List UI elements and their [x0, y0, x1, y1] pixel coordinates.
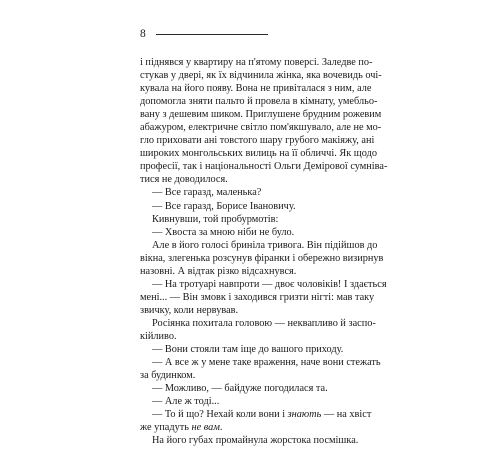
page-header [140, 27, 370, 43]
text-line: — Вони стояли там іще до вашого приходу. [152, 344, 344, 356]
text-line: Росіянка похитала головою — неквапливо й заспо- [152, 317, 376, 329]
text-run: — на хвіст [321, 409, 372, 421]
italic-word: не вам [191, 422, 220, 434]
header-rule [156, 34, 268, 35]
italic-word: знають [287, 409, 322, 421]
text-line: широких монгольських вилиць на її обличчі. Як щодо [140, 148, 377, 160]
text-run: же упадуть [140, 422, 192, 434]
text-line: вікна, злегенька розсунув фіранки і обережно визирнув [140, 252, 384, 264]
text-line: звичку, коли нервував. [140, 304, 239, 316]
text-line: кійливо. [140, 330, 177, 342]
text-line: — Все гаразд, Борисе Івановичу. [152, 200, 296, 212]
text-line: Кивнувши, той пробурмотів: [152, 213, 279, 225]
text-line: вану з дешевим шиком. Приглушене брудним рожевим [140, 109, 382, 121]
text-line: — На тротуарі навпроти — двоє чоловіків! І здається [152, 278, 387, 290]
text-line: На його губах промайнула жорстока посмішка. [152, 435, 359, 447]
text-line: професії, так і національності Ольги Демірової сумніва- [140, 161, 388, 173]
text-line: за будинком. [140, 370, 196, 382]
text-line: гло приховати ані товстого шару грубого макіяжу, ані [140, 135, 375, 147]
body-text [140, 56, 388, 447]
text-line: і піднявся у квартиру на п'ятому поверсі. Заледве по- [140, 57, 373, 68]
text-line: абажуром, електричне світло пом'якшувало, але не мо- [140, 122, 382, 134]
text-line: — Можливо, — байдуже погодилася та. [152, 383, 328, 395]
text-line: стукав у двері, як їх відчинила жінка, яка вочевидь очі- [140, 70, 382, 82]
text-line: — Але ж тоді... [152, 396, 220, 408]
text-line: — Все гаразд, маленька? [152, 187, 262, 199]
page-number: 8 [140, 28, 146, 40]
text-line: тися не доводилося. [140, 174, 228, 186]
text-line-with-italic [140, 408, 372, 421]
text-line: Але в його голосі бриніла тривога. Він підійшов до [152, 239, 378, 251]
text-run: — То й що? Нехай коли вони і [152, 409, 288, 421]
text-line: допомогла зняти пальто й провела в кімнату, умебльо- [140, 96, 378, 108]
text-line: кувала на його появу. Вона не привіталася з ним, але [140, 83, 372, 95]
text-run: . [219, 422, 223, 434]
text-line: — А все ж у мене таке враження, наче вони стежать [152, 357, 381, 369]
text-line-with-italic [140, 421, 368, 434]
text-line: — Хвоста за мною ніби не було. [152, 226, 295, 238]
text-line: мені... — Він змовк і заходився гризти нігті: мав таку [140, 291, 375, 303]
text-line: назовні. А відтак різко відсахнувся. [140, 265, 297, 277]
